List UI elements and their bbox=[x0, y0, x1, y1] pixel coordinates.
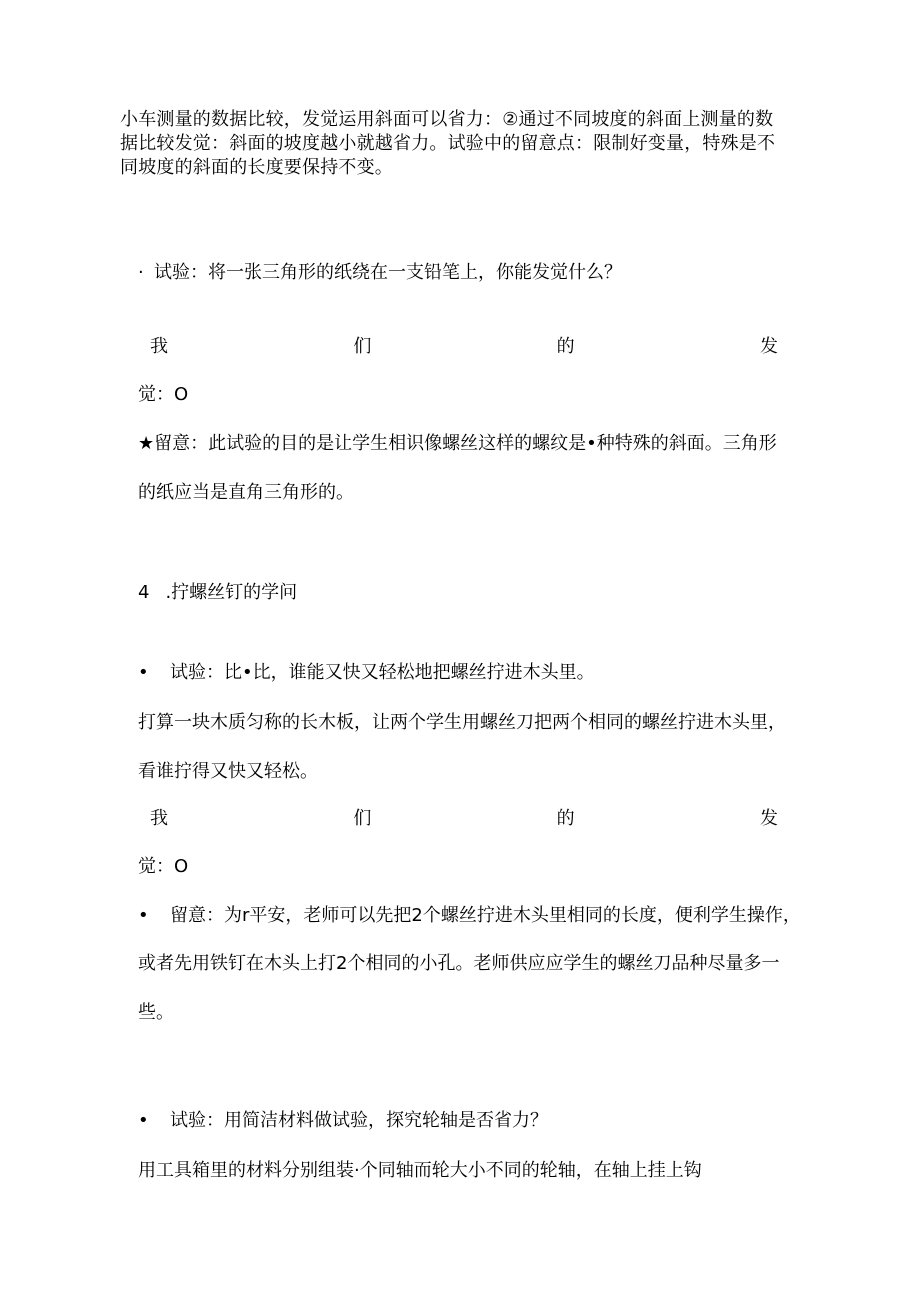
experiment-1 bbox=[138, 262, 622, 284]
note-2-line-3: 些。 bbox=[138, 1002, 174, 1023]
finding-1-char: 我 bbox=[150, 336, 168, 357]
experiment-1-text: 试验：将一张三角形的纸绕在一支铅笔上，你能发觉什么？ bbox=[154, 262, 622, 283]
experiment-3-text: 试验：用简洁材料做试验，探究轮轴是否省力？ bbox=[170, 1110, 548, 1131]
bullet-marker: · bbox=[138, 262, 144, 283]
note-1-line-1: ★留意：此试验的目的是让学生相识像螺丝这样的螺纹是•种特殊的斜面。三角形 bbox=[138, 433, 777, 454]
note-1-line-2: 的纸应当是直角三角形的。 bbox=[138, 482, 354, 503]
finding-2-char: 我 bbox=[150, 808, 168, 829]
experiment-2-line-1: 打算一块木质匀称的长木板，让两个学生用螺丝刀把两个相同的螺丝拧进木头里， bbox=[138, 712, 786, 733]
note-2-line-2: 或者先用铁钉在木头上打2个相同的小孔。老师供应应学生的螺丝刀品种尽量多一 bbox=[138, 953, 780, 974]
section-number: 4 bbox=[138, 582, 150, 603]
note-2-text: 留意：为r平安，老师可以先把2个螺丝拧进木头里相同的长度，便利学生操作， bbox=[170, 905, 801, 926]
finding-1-char: 的 bbox=[556, 336, 575, 357]
paragraph-1 bbox=[120, 108, 800, 180]
finding-2-char: 们 bbox=[353, 808, 372, 829]
experiment-2-text: 试验：比•比，谁能又快又轻松地把螺丝拧进木头里。 bbox=[170, 662, 595, 683]
paragraph-1-line-1: 小车测量的数据比较，发觉运用斜面可以省力：②通过不同坡度的斜面上测量的数 bbox=[120, 109, 774, 130]
paragraph-1-line-2: 据比较发觉：斜面的坡度越小就越省力。试验中的留意点：限制好变量，特殊是不 bbox=[120, 133, 776, 154]
finding-1-tail: 觉：O bbox=[138, 384, 189, 405]
bullet-marker: • bbox=[138, 905, 149, 926]
note-2-line-1 bbox=[138, 905, 801, 927]
experiment-2-line-2: 看谁拧得又快又轻松。 bbox=[138, 761, 318, 782]
finding-2-spread bbox=[150, 808, 778, 830]
section-title: .拧螺丝钉的学问 bbox=[165, 582, 298, 603]
experiment-3-line-1: 用工具箱里的材料分别组装·个同轴而轮大小不同的轮轴，在轴上挂上钩 bbox=[138, 1160, 702, 1181]
finding-2-char: 发 bbox=[759, 808, 778, 829]
finding-2-tail: 觉：O bbox=[138, 856, 189, 877]
finding-2-char: 的 bbox=[556, 808, 575, 829]
finding-1-spread bbox=[150, 336, 778, 358]
paragraph-1-line-3: 同坡度的斜面的长度要保持不变。 bbox=[120, 157, 393, 178]
experiment-2 bbox=[138, 662, 595, 684]
bullet-marker: • bbox=[138, 1110, 149, 1131]
finding-1-char: 们 bbox=[353, 336, 372, 357]
experiment-3 bbox=[138, 1110, 548, 1132]
bullet-marker: • bbox=[138, 662, 149, 683]
section-4-heading bbox=[138, 582, 297, 604]
finding-1-char: 发 bbox=[759, 336, 778, 357]
